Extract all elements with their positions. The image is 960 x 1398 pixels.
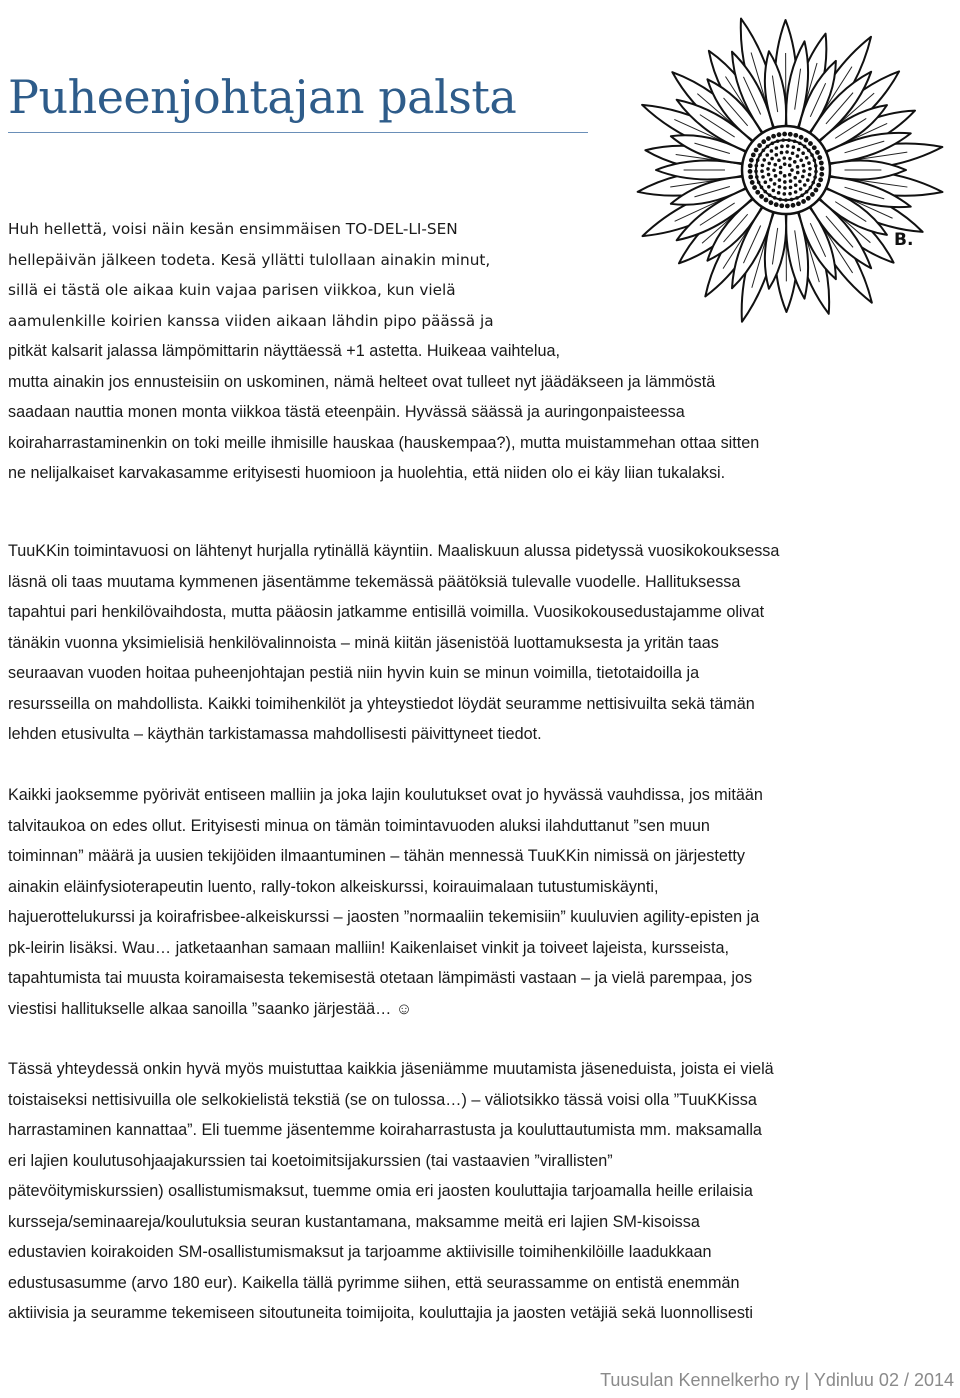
seed-dot — [760, 186, 764, 190]
seed-dot — [772, 168, 776, 172]
seed-dot — [799, 159, 803, 163]
seed-dot — [765, 153, 769, 157]
seed-dot — [805, 156, 809, 160]
seed-dot — [808, 173, 812, 177]
flower-center — [742, 126, 830, 214]
seed-dot — [776, 139, 780, 143]
seed-dot — [762, 148, 766, 152]
seed-dot — [810, 153, 814, 157]
seed-dot — [813, 175, 817, 179]
seed-dot — [807, 149, 811, 153]
seed-dot — [790, 168, 794, 172]
seed-dot — [802, 169, 806, 173]
seed-dot — [796, 171, 800, 175]
seed-dot — [803, 183, 807, 187]
seed-dot — [793, 133, 798, 138]
seed-dot — [783, 162, 787, 166]
seed-dot — [766, 167, 770, 171]
seed-dot — [799, 187, 803, 191]
seed-dot — [793, 176, 797, 180]
seed-dot — [814, 188, 819, 193]
seed-dot — [798, 180, 802, 184]
seed-dot — [772, 189, 776, 193]
seed-dot — [748, 175, 753, 180]
seed-dot — [773, 196, 777, 200]
seed-dot — [763, 190, 767, 194]
seed-dot — [770, 149, 774, 153]
intro-paragraph: Huh hellettä, voisi näin kesän ensimmäisen TO-DEL-LI-SEN hellepäivän jälkeen todeta. Kesä yllätti tulollaan ainakin minut, sillä ei tästä ole aikaa kuin vajaa parisen viikkoa, kun vielä aamulenkille koirien kanssa viiden aikaan lähdin pipo päässä ja — [8, 220, 494, 330]
seed-dot — [780, 145, 784, 149]
paragraph-2: TuuKKin toimintavuosi on lähtenyt hurjalla rytinällä käyntiin. Maaliskuun alussa pidetyssä vuosikokouksessa läsnä oli taas muutama kymmenen jäsentämme tekemässä päätöksiä tulevalle vuodelle. Hallituksessa tapahtui pari henkilövaihdosta, mutta pääosin jatkamme entisillä voimilla. Vuosikokousedustajamme olivat tänäkin vuonna yksimielisiä henkilövalinnoista – minä kiitän jäsenistöä luottamuksesta ja yritän taas seuraavan vuoden hoitaa puheenjohtajan pestiä niin hyvin kuin se minun voimilla, tietotaidoilla ja resursseilla on mahdollista. Kaikki toimihenkilöt ja yhteystiedot löydät seuramme nettisivuilta sekä tämän lehden etusivulta – käythän tarkistamassa mahdollisesti päivittyneet tiedot. — [8, 542, 780, 743]
seed-dot — [788, 173, 792, 177]
seed-dot — [754, 170, 758, 174]
seed-dot — [779, 171, 783, 175]
seed-dot — [775, 146, 779, 150]
seed-dot — [755, 175, 759, 179]
seed-dot — [755, 164, 759, 168]
seed-dot — [803, 145, 807, 149]
seed-dot — [778, 178, 782, 182]
seed-dot — [819, 172, 824, 177]
seed-dot — [777, 158, 781, 162]
seed-dot — [801, 175, 805, 179]
seed-dot — [771, 141, 775, 145]
seed-dot — [757, 181, 761, 185]
title-underline — [8, 132, 588, 133]
seed-dot — [800, 193, 804, 197]
page-title: Puheenjohtajan palsta — [8, 70, 517, 124]
seed-dot — [756, 158, 760, 162]
seed-dot — [761, 139, 766, 144]
sunflower-illustration — [606, 0, 960, 342]
seed-dot — [783, 180, 787, 184]
seed-dot — [794, 190, 798, 194]
seed-dot — [792, 145, 796, 149]
seed-dot — [774, 174, 778, 178]
seed-dot — [801, 199, 806, 204]
seed-dot — [777, 132, 782, 137]
seed-dot — [755, 190, 760, 195]
seed-dot — [817, 155, 822, 160]
seed-dot — [804, 138, 809, 143]
seed-dot — [795, 196, 799, 200]
seed-dot — [788, 157, 792, 161]
seed-dot — [773, 182, 777, 186]
seed-dot — [788, 192, 792, 196]
seed-dot — [793, 139, 797, 143]
seed-dot — [764, 180, 768, 184]
seed-dot — [773, 163, 777, 167]
seed-dot — [813, 158, 817, 162]
seed-dot — [782, 132, 787, 137]
seed-dot — [754, 148, 759, 153]
seed-dot — [801, 151, 805, 155]
seed-dot — [796, 201, 801, 206]
seed-dot — [766, 145, 770, 149]
seed-dot — [782, 156, 786, 160]
seed-dot — [782, 192, 786, 196]
seed-dot — [807, 161, 811, 165]
seed-dot — [799, 135, 804, 140]
paragraph-1: pitkät kalsarit jalassa lämpömittarin näyttäessä +1 astetta. Huikeaa vaihtelua, mutta ainakin jos ennusteisiin on uskominen, nämä helteet ovat tulleet nyt jäädäkseen ja lämmöstä saadaan nauttia monen monta viikkoa tästä eteenpäin. Hyvässä säässä ja auringonpaisteessa koiraharrastaminenkin on toki meille ihmisille hauskaa (hauskempaa?), mutta muistammehan ottaa sitten ne nelijalkaiset karvakasamme erityisesti huomioon ja huolehtia, että niiden olo ei käy liian tukalaksi. — [8, 342, 760, 482]
seed-dot — [806, 178, 810, 182]
seed-dot — [781, 138, 785, 142]
seed-dot — [778, 185, 782, 189]
paragraph-3: Kaikki jaoksemme pyörivät entiseen malliin ja joka lajin koulutukset ovat jo hyvässä vauhdissa, jos mitään talvitaukoa on edes ollut. Erityisesti minua on tämän toimintavuoden aluksi ilahduttanut ”sen muun toiminnan” määrä ja uusien tekijöiden ilmaantuminen – tähän mennessä TuuKKin nimissä on järjestetty ainakin eläinfysioterapeutin luento, rally-tokon alkeiskurssi, koirauimalaan tutustumiskäynti, hajuerottelukurssi ja koirafrisbee-alkeiskurssi – jaosten ”normaaliin tekemisiin” kuuluvien agility-episten ja pk-leirin lisäksi. Wau… jatketaanhan samaan malliin! Kaikenlaiset vinkit ja toiveet lajeista, kursseista, tapahtumista tai muusta koiramaisesta tekemisestä otetaan lämpimästi vastaan – ja vielä parempaa, jos viestisi hallitukselle alkaa sanoilla ”saanko järjestää… ☺ — [8, 786, 763, 1018]
seed-dot — [783, 174, 787, 178]
flower-signature: B. — [894, 230, 914, 250]
seed-dot — [769, 178, 773, 182]
seed-dot — [802, 164, 806, 168]
seed-dot — [762, 158, 766, 162]
seed-dot — [815, 150, 820, 155]
seed-dot — [810, 192, 815, 197]
seed-dot — [818, 177, 823, 182]
seed-dot — [759, 194, 764, 199]
seed-dot — [785, 204, 790, 209]
seed-dot — [760, 169, 764, 173]
paragraph-4: Tässä yhteydessä onkin hyvä myös muistuttaa kaikkia jäseniämme muutamista jäseneduista, joista ei vielä toistaiseksi nettisivuilla ole selkokielistä tekstiä (se on tulossa…) – väliotsikko tässä voisi olla ”TuuKKissa harrastaminen kannattaa”. Eli tuemme jäsentemme koiraharrastusta ja kouluttautumista mm. maksamalla eri lajien koulutusohjaajakurssien tai koetoimitsijakurssien (tai vastaavien ”virallisten” pätevöitymiskurssien) osallistumismaksut, tuemme omia eri jaosten kouluttajia tarjoamalla heille erilaisia kursseja/seminaareja/koulutuksia seuran kustantamana, maksamme meitä eri lajien SM-kisoissa edustavien koirakoiden SM-osallistumismaksut ja tarjoamme aktiivisille toimihenkilöille laadukkaan edustusasumme (arvo 180 eur). Kaikella tällä pyrimme siihen, että seurassamme on entistä enemmän aktiivisia ja seuramme tekemiseen sitoutuneita toimijoita, kouluttajia ja jaosten vetäjiä sekä luonnollisesti — [8, 1060, 774, 1322]
seed-dot — [796, 165, 800, 169]
seed-dot — [770, 157, 774, 161]
seed-dot — [761, 164, 765, 168]
seed-dot — [808, 141, 813, 146]
seed-dot — [767, 173, 771, 177]
seed-dot — [812, 145, 817, 150]
seed-dot — [791, 203, 796, 208]
seed-dot — [750, 180, 755, 185]
seed-dot — [752, 185, 757, 190]
seed-dot — [788, 164, 792, 168]
seed-dot — [789, 186, 793, 190]
seed-dot — [787, 138, 791, 142]
seed-dot — [811, 181, 815, 185]
seed-dot — [806, 196, 811, 201]
seed-dot — [784, 198, 788, 202]
seed-dot — [769, 200, 774, 205]
seed-dot — [814, 164, 818, 168]
seed-dot — [767, 162, 771, 166]
seed-dot — [785, 150, 789, 154]
seed-dot — [779, 203, 784, 208]
seed-dot — [777, 191, 781, 195]
seed-dot — [791, 151, 795, 155]
seed-dot — [748, 169, 753, 174]
seed-dot — [778, 198, 782, 202]
seed-dot — [758, 153, 762, 157]
page-footer: Tuusulan Kennelkerho ry | Ydinluu 02 / 2014 — [600, 1370, 954, 1390]
seed-dot — [797, 148, 801, 152]
seed-dot — [751, 153, 756, 158]
seed-dot — [816, 183, 821, 188]
seed-dot — [779, 166, 783, 170]
seed-dot — [808, 167, 812, 171]
seed-dot — [774, 202, 779, 207]
seed-dot — [764, 198, 769, 203]
seed-dot — [775, 153, 779, 157]
seed-dot — [805, 190, 809, 194]
seed-dot — [768, 193, 772, 197]
seed-dot — [819, 161, 824, 166]
seed-dot — [767, 185, 771, 189]
seed-dot — [809, 186, 813, 190]
seed-dot — [794, 183, 798, 187]
seed-dot — [766, 136, 771, 141]
seed-dot — [788, 132, 793, 137]
seed-dot — [790, 198, 794, 202]
seed-dot — [798, 142, 802, 146]
seed-dot — [814, 170, 818, 174]
seed-dot — [820, 166, 825, 171]
seed-dot — [761, 175, 765, 179]
seed-dot — [796, 154, 800, 158]
seed-dot — [749, 158, 754, 163]
seed-dot — [757, 143, 762, 148]
seed-dot — [789, 179, 793, 183]
seed-dot — [780, 151, 784, 155]
seed-dot — [783, 186, 787, 190]
seed-dot — [748, 163, 753, 168]
seed-dot — [786, 144, 790, 148]
seed-dot — [793, 160, 797, 164]
seed-dot — [771, 134, 776, 139]
